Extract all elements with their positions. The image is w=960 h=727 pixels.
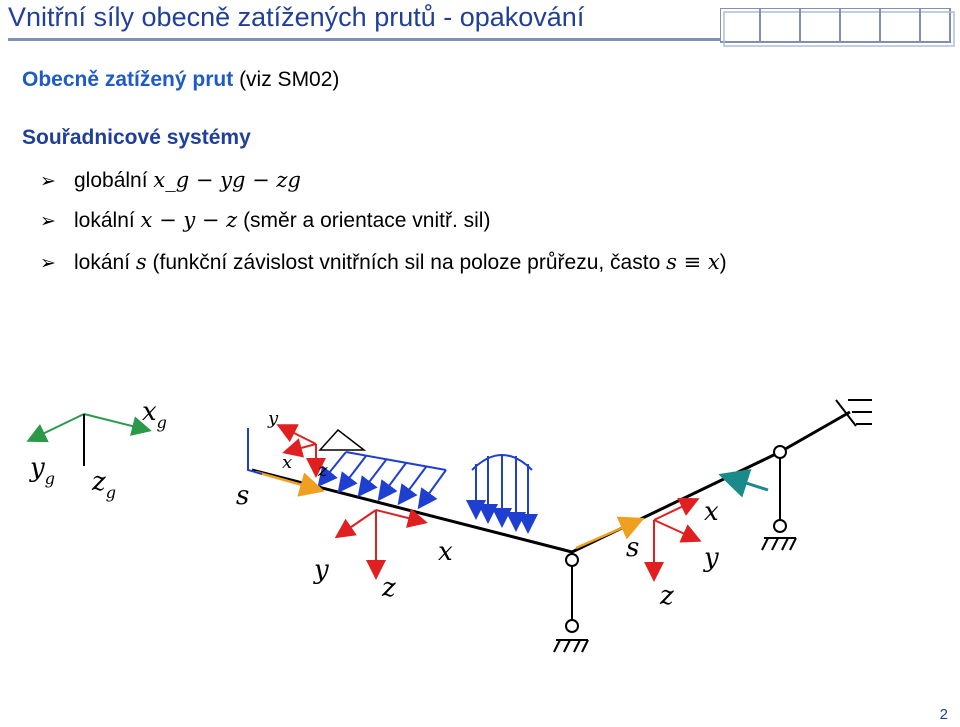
point-load-triangle [320,430,364,450]
label-y-mid: y [314,555,329,585]
bullet-math2: s ≡ x [666,250,720,274]
label-s-left: s [236,481,250,511]
s-axis-left [256,472,320,490]
start-marker [248,428,262,474]
bullet-text: globální [74,169,148,192]
distributed-load-uniform [320,452,446,506]
local-axes-middle [313,510,453,603]
global-axes [29,397,167,502]
label-z-small: z [318,460,328,481]
label-yg: $y_g$ [30,453,55,488]
teal-force [724,476,768,490]
section-heading: Souřadnicové systémy [22,126,251,149]
frame-members [252,412,850,632]
label-z-mid: z [382,573,396,603]
bullet-arrow-icon: ➢ [40,253,56,274]
bullet-math: x − y − z [140,208,238,232]
label-x-mid: x [438,537,453,567]
label-xg: $x_g$ [142,397,167,432]
local-axes-right [654,497,719,611]
local-axes-start [267,408,328,481]
bullet-math: s [135,250,147,274]
slide-title: Vnitřní síly obecně zatížených prutů - opakování [8,2,585,32]
bullet-arrow-icon: ➢ [40,211,56,232]
bullet-arrow-icon: ➢ [40,171,56,192]
distributed-load-parabolic [472,454,532,530]
bullet-text: lokání [74,251,131,274]
bullet-math: x_g − yg − zg [153,168,301,192]
bullet-rest: (funkční závislost vnitřních sil na poloze průřezu, často [152,251,661,274]
label-x-small: x [282,452,293,473]
page-number: 2 [939,706,948,723]
bullet-rest: (směr a orientace vnitř. sil) [243,209,491,232]
label-y-small: y [268,408,279,429]
label-zg: $z_g$ [92,467,116,502]
bullet-tail: ) [719,251,727,274]
subtitle-highlight: Obecně zatížený prut [22,68,234,91]
bullet-text: lokální [74,209,135,232]
label-s-right: s [626,533,640,563]
label-z-right: z [660,581,674,611]
label-x-right: x [704,497,719,527]
subtitle-rest: (viz SM02) [239,68,340,91]
label-y-right: y [704,543,719,573]
